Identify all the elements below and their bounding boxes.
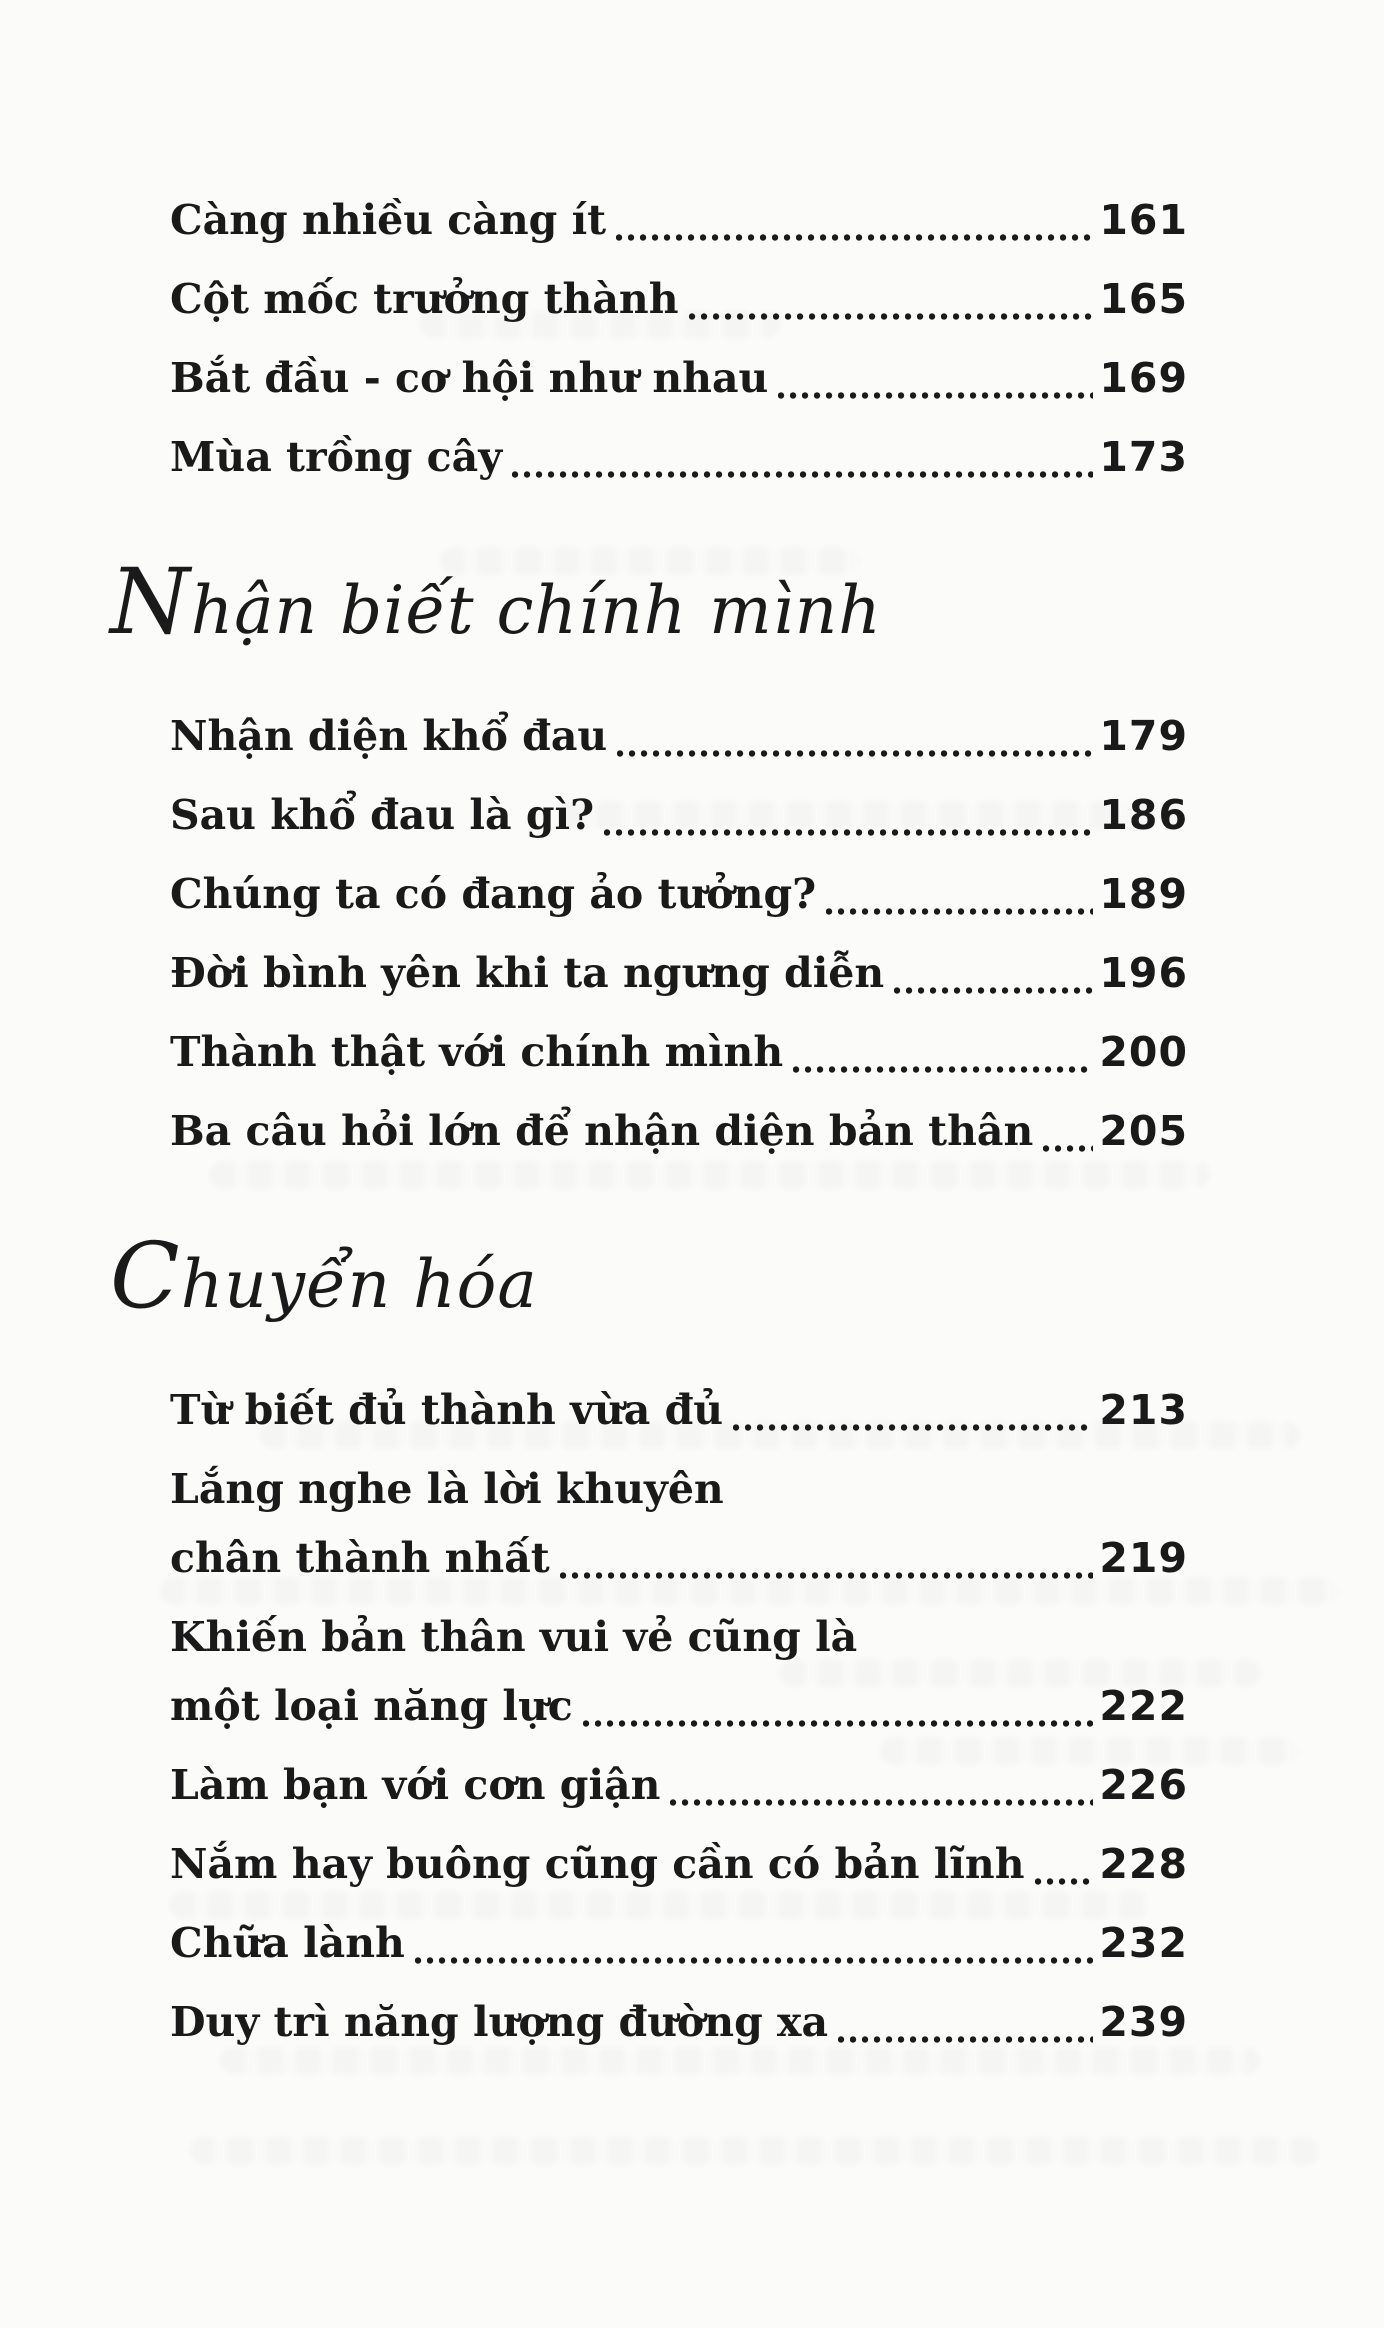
entry-page-number: 228: [1099, 1840, 1188, 1888]
toc-entry: [170, 1455, 1188, 1593]
entry-title: Nắm hay buông cũng cần có bản lĩnh: [170, 1840, 1025, 1888]
toc-section: [170, 186, 1188, 492]
toc-entry: [170, 1909, 1188, 1978]
dot-leader: [689, 313, 1094, 320]
entry-page-number: 169: [1099, 354, 1188, 402]
dot-leader: [793, 1066, 1093, 1073]
entry-title-line: Khiến bản thân vui vẻ cũng là: [170, 1613, 858, 1661]
entry-last-line: [170, 1376, 1188, 1445]
toc-entry: [170, 265, 1188, 334]
toc-entry: [170, 344, 1188, 413]
toc-entry: [170, 1988, 1188, 2057]
entry-title: chân thành nhất: [170, 1534, 550, 1582]
entry-last-line: [170, 1830, 1188, 1899]
section-heading: Chuyển hóa: [110, 1223, 538, 1329]
toc-entry: [170, 186, 1188, 255]
dot-leader: [415, 1957, 1094, 1964]
entry-last-line: [170, 1909, 1188, 1978]
toc-entry: [170, 702, 1188, 771]
dot-leader: [838, 2036, 1093, 2043]
entry-page-number: 226: [1099, 1761, 1188, 1809]
table-of-contents: [110, 186, 1188, 2067]
entry-page-number: 232: [1099, 1919, 1188, 1967]
entry-title: Đời bình yên khi ta ngưng diễn: [170, 949, 885, 997]
entry-page-number: 222: [1099, 1682, 1188, 1730]
entry-last-line: [170, 702, 1188, 771]
toc-section: [110, 1223, 1188, 2057]
entry-page-number: 196: [1099, 949, 1188, 997]
entry-last-line: [170, 860, 1188, 929]
dot-leader: [617, 750, 1093, 757]
entry-last-line: [170, 265, 1188, 334]
toc-entry: [170, 1097, 1188, 1166]
dot-leader: [1035, 1878, 1094, 1885]
entry-page-number: 165: [1099, 275, 1188, 323]
entry-last-line: [170, 781, 1188, 850]
toc-entry: [170, 939, 1188, 1008]
toc-section: [110, 549, 1188, 1166]
dot-leader: [604, 829, 1093, 836]
entry-last-line: [170, 1988, 1188, 2057]
dot-leader: [1043, 1145, 1093, 1152]
entry-title: Nhận diện khổ đau: [170, 712, 608, 760]
entry-last-line: [170, 1018, 1188, 1087]
toc-entry: [170, 1830, 1188, 1899]
entry-page-number: 173: [1099, 433, 1188, 481]
entry-list: [170, 1376, 1188, 2057]
entry-last-line: [170, 423, 1188, 492]
entry-page-number: 200: [1099, 1028, 1188, 1076]
entry-title: Thành thật với chính mình: [170, 1028, 784, 1076]
bleed-through-smudge: [190, 2138, 1320, 2164]
entry-title: Từ biết đủ thành vừa đủ: [170, 1386, 724, 1434]
toc-entry: [170, 781, 1188, 850]
entry-title: Ba câu hỏi lớn để nhận diện bản thân: [170, 1107, 1034, 1155]
toc-entry: [170, 1751, 1188, 1820]
entry-title: Cột mốc trưởng thành: [170, 275, 679, 323]
dot-leader: [894, 987, 1093, 994]
entry-last-line: [170, 939, 1188, 1008]
dot-leader: [826, 908, 1093, 915]
entry-page-number: 205: [1099, 1107, 1188, 1155]
dot-leader: [778, 392, 1093, 399]
dot-leader: [560, 1572, 1094, 1579]
entry-page-number: 213: [1099, 1386, 1188, 1434]
dot-leader: [616, 234, 1093, 241]
entry-list: [170, 186, 1188, 492]
entry-title: một loại năng lực: [170, 1682, 573, 1730]
entry-title: Càng nhiều càng ít: [170, 196, 607, 244]
entry-title: Chữa lành: [170, 1919, 405, 1967]
entry-title: Bắt đầu - cơ hội như nhau: [170, 354, 769, 402]
entry-last-line: [170, 1097, 1188, 1166]
entry-page-number: 219: [1099, 1534, 1188, 1582]
entry-page-number: 186: [1099, 791, 1188, 839]
entry-list: [170, 702, 1188, 1166]
toc-entry: [170, 1018, 1188, 1087]
toc-entry: [170, 1603, 1188, 1741]
entry-page-number: 239: [1099, 1998, 1188, 2046]
dot-leader: [512, 471, 1093, 478]
entry-last-line: [170, 344, 1188, 413]
entry-page-number: 179: [1099, 712, 1188, 760]
entry-title: Sau khổ đau là gì?: [170, 791, 595, 839]
dot-leader: [670, 1799, 1093, 1806]
entry-last-line: [170, 186, 1188, 255]
dot-leader: [733, 1424, 1093, 1431]
entry-title: Mùa trồng cây: [170, 433, 503, 481]
dot-leader: [583, 1720, 1094, 1727]
entry-page-number: 161: [1099, 196, 1188, 244]
toc-entry: [170, 423, 1188, 492]
entry-title: Làm bạn với cơn giận: [170, 1761, 661, 1809]
entry-last-line: [170, 1751, 1188, 1820]
section-heading: Nhận biết chính mình: [110, 549, 882, 655]
entry-last-line: [170, 1672, 1188, 1741]
entry-title: Duy trì năng lượng đường xa: [170, 1998, 829, 2046]
entry-last-line: [170, 1524, 1188, 1593]
entry-title: Chúng ta có đang ảo tưởng?: [170, 870, 817, 918]
entry-title-line: Lắng nghe là lời khuyên: [170, 1465, 724, 1513]
entry-page-number: 189: [1099, 870, 1188, 918]
toc-entry: [170, 860, 1188, 929]
toc-entry: [170, 1376, 1188, 1445]
